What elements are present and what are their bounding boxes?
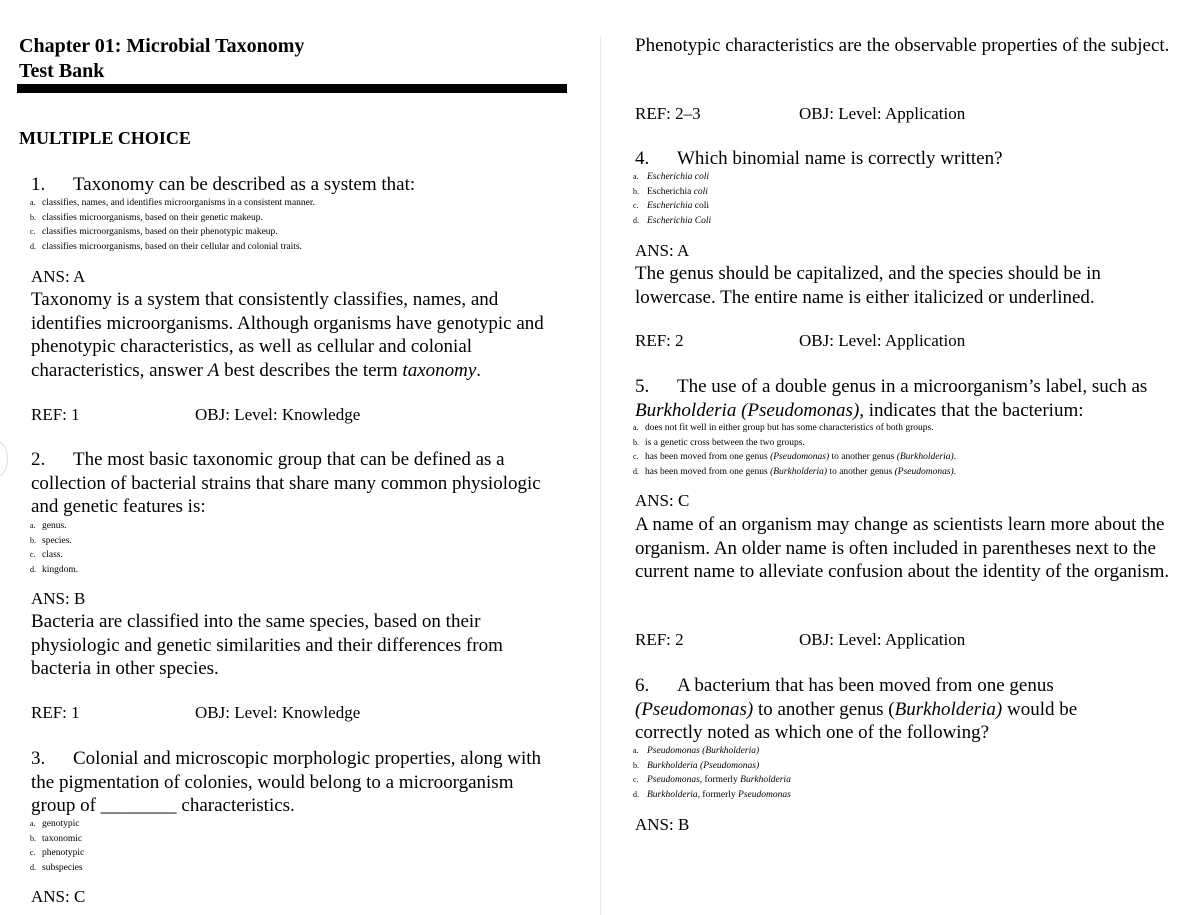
question-3-stem [31, 747, 556, 818]
question-number: 1. [31, 174, 46, 195]
option-a: a. Pseudomonas (Burkholderia) [633, 746, 760, 756]
ref-value: REF: 2 [635, 630, 684, 649]
ref-value: REF: 2–3 [635, 104, 701, 123]
answer-key: ANS: A [31, 267, 86, 286]
option-c: c. class. [30, 550, 63, 560]
option-d: d. classifies microorganisms, based on their cellular and colonial traits. [30, 241, 302, 252]
question-2-stem [31, 448, 551, 519]
reference-line [31, 703, 361, 723]
section-title: MULTIPLE CHOICE [19, 128, 191, 148]
option-b: b. Burkholderia (Pseudomonas) [633, 760, 760, 771]
question-6-stem: 6. A bacterium that has been moved from one genus (Pseudomonas) to another genus (Burkholderia) would be correctly noted as which one of the following? [635, 675, 1078, 743]
question-number: 4. [635, 148, 650, 169]
question-number: 6. [635, 675, 650, 696]
question-text: The most basic taxonomic group that can be defined as a collection of bacterial strains that share many common physiologic and genetic features is: [31, 449, 541, 517]
option-d: d. Burkholderia, formerly Pseudomonas [633, 789, 791, 800]
rationale: Bacteria are classified into the same species, based on their physiologic and genetic similarities and their differences from bacteria in other species. [31, 611, 503, 679]
option-b: b. is a genetic cross between the two groups. [633, 437, 805, 448]
objective-value: OBJ: Level: Knowledge [195, 405, 361, 424]
answer-key: ANS: B [635, 815, 690, 834]
question-1-stem [31, 173, 571, 197]
question-4-options [633, 170, 711, 228]
question-number: 2. [31, 449, 46, 470]
question-3-options [30, 817, 84, 875]
question-6-options [633, 744, 791, 802]
option-c: c. Pseudomonas, formerly Burkholderia [633, 775, 791, 785]
option-c: c. classifies microorganisms, based on their phenotypic makeup. [30, 227, 278, 237]
question-number: 3. [31, 748, 46, 769]
question-text: Taxonomy can be described as a system that: [73, 174, 416, 195]
option-c: c. has been moved from one genus (Pseudomonas) to another genus (Burkholderia). [633, 452, 957, 462]
option-b: b. Escherichia coli [633, 186, 708, 197]
rationale: A name of an organism may change as scientists learn more about the organism. An older name is often included in parentheses next to the current name to alleviate confusion about the identity of the organism. [635, 514, 1170, 582]
chapter-heading: Chapter 01: Microbial Taxonomy [19, 35, 305, 57]
reference-line [31, 405, 361, 425]
option-b: b. species. [30, 535, 72, 546]
reference-line [635, 630, 966, 650]
question-5-options [633, 421, 956, 479]
option-a: a. Escherichia coli [633, 172, 709, 182]
option-a: a. does not fit well in either group but has some characteristics of both groups. [633, 423, 934, 433]
option-c: c. phenotypic [30, 848, 85, 858]
objective-value: OBJ: Level: Knowledge [195, 703, 361, 722]
page-edge-marker [0, 441, 8, 477]
option-a: a. classifies, names, and identifies microorganisms in a consistent manner. [30, 198, 315, 208]
question-4-stem [635, 147, 1170, 171]
chapter-title [19, 34, 304, 84]
rationale: Phenotypic characteristics are the observable properties of the subject. [635, 35, 1170, 56]
option-a: a. genotypic [30, 819, 80, 829]
option-a: a. genus. [30, 521, 67, 531]
ref-value: REF: 1 [31, 405, 80, 424]
question-text: Which binomial name is correctly written? [677, 148, 1003, 169]
option-d: d. subspecies [30, 862, 83, 873]
answer-key: ANS: C [635, 491, 690, 510]
question-5-stem: 5. The use of a double genus in a microorganism’s label, such as Burkholderia (Pseudomonas), indicates that the bacterium: [635, 376, 1148, 421]
question-text: Colonial and microscopic morphologic properties, along with the pigmentation of colonies, would belong to a microorganism group of ________ characteristics. [31, 748, 542, 816]
question-1-options [30, 196, 315, 254]
answer-key: ANS: C [31, 887, 86, 906]
question-2-options [30, 519, 78, 577]
objective-value: OBJ: Level: Application [799, 104, 966, 123]
objective-value: OBJ: Level: Application [799, 630, 966, 649]
ref-value: REF: 1 [31, 703, 80, 722]
option-b: b. taxonomic [30, 833, 83, 844]
reference-line [635, 104, 966, 124]
answer-key: ANS: A [635, 241, 690, 260]
option-d: d. Escherichia Coli [633, 215, 712, 226]
reference-line [635, 331, 966, 351]
option-d: d. kingdom. [30, 564, 79, 575]
heading-rule [17, 84, 567, 93]
rationale: The genus should be capitalized, and the species should be in lowercase. The entire name is either italicized or underlined. [635, 263, 1101, 308]
test-bank-heading: Test Bank [19, 60, 105, 82]
rationale: Taxonomy is a system that consistently classifies, names, and identifies microorganisms. Although organisms have genotypic and phenotypic characteristics, as well as cellular and colonial characteristics, answer A best describes the term taxonomy. [31, 289, 544, 381]
question-number: 5. [635, 376, 650, 397]
column-divider [600, 36, 601, 915]
answer-key: ANS: B [31, 589, 86, 608]
option-c: c. Escherichia coli [633, 201, 710, 211]
objective-value: OBJ: Level: Application [799, 331, 966, 350]
option-d: d. has been moved from one genus (Burkholderia) to another genus (Pseudomonas). [633, 466, 957, 477]
ref-value: REF: 2 [635, 331, 684, 350]
option-b: b. classifies microorganisms, based on their genetic makeup. [30, 212, 263, 223]
